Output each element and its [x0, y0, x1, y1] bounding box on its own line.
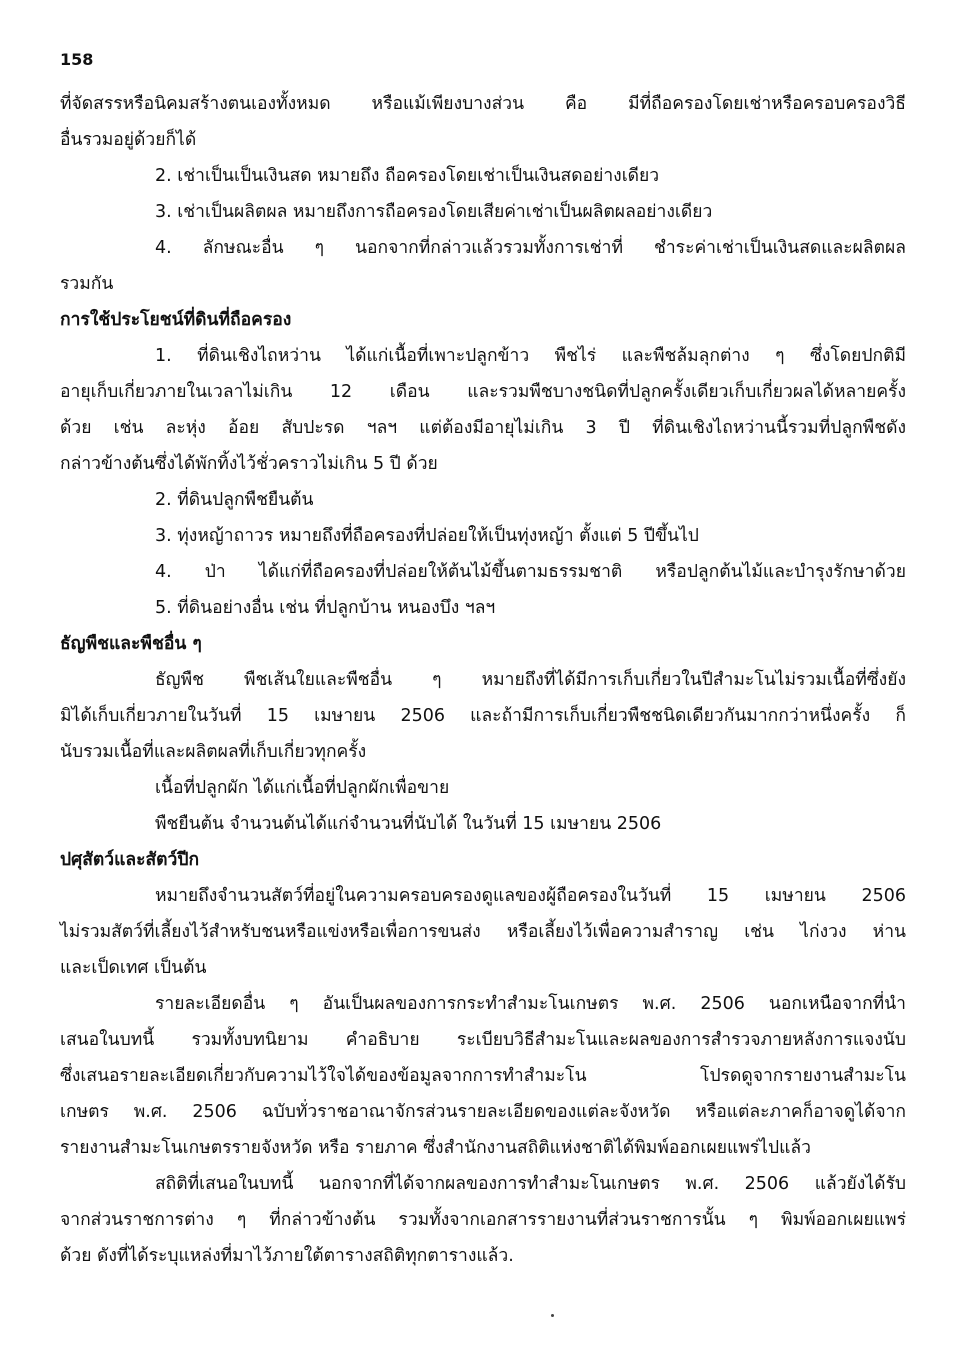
paragraph-line: พืชยืนต้น จำนวนต้นได้แก่จำนวนที่นับได้ ในวันที่ 15 เมษายน 2506: [155, 814, 662, 834]
paragraph-line: สถิติที่เสนอในบทนี้ นอกจากที่ได้จากผลของการทำสำมะโนเกษตร พ.ศ. 2506 แล้วยังได้รับ: [155, 1174, 906, 1194]
paragraph-line: ไม่รวมสัตว์ที่เลี้ยงไว้สำหรับชนหรือแข่งหรือเพื่อการขนส่ง หรือเลี้ยงไว้เพื่อความสำราญ เช่น ไก่งวง ห่าน: [60, 922, 906, 942]
paragraph-line: จากส่วนราชการต่าง ๆ ที่กล่าวข้างต้น รวมทั้งจากเอกสารรายงานที่ส่วนราชการนั้น ๆ พิมพ์ออกเผยแพร่: [60, 1210, 906, 1230]
list-item: 3. เช่าเป็นผลิตผล หมายถึงการถือครองโดยเสียค่าเช่าเป็นผลิตผลอย่างเดียว: [155, 202, 713, 222]
section-heading-livestock: ปศุสัตว์และสัตว์ปีก: [60, 850, 200, 870]
scan-speck: [551, 1314, 554, 1317]
section-heading-land-use: การใช้ประโยชน์ที่ดินที่ถือครอง: [60, 310, 292, 330]
list-item: 4. ลักษณะอื่น ๆ นอกจากที่กล่าวแล้วรวมทั้งการเช่าที่ ชำระค่าเช่าเป็นเงินสดและผลิตผล: [155, 238, 906, 258]
list-item: 3. ทุ่งหญ้าถาวร หมายถึงที่ถือครองที่ปล่อยให้เป็นทุ่งหญ้า ตั้งแต่ 5 ปีขึ้นไป: [155, 526, 699, 546]
paragraph-line: กล่าวข้างต้นซึ่งได้พักทิ้งไว้ชั่วคราวไม่เกิน 5 ปี ด้วย: [60, 454, 438, 474]
paragraph-line: เกษตร พ.ศ. 2506 ฉบับทั่วราชอาณาจักรส่วนรายละเอียดของแต่ละจังหวัด หรือแต่ละภาคก็อาจดูได้จาก: [60, 1102, 906, 1122]
paragraph-line: ด้วย เช่น ละหุ่ง อ้อย สับปะรด ฯลฯ แต่ต้องมีอายุไม่เกิน 3 ปี ที่ดินเชิงไถหว่านนี้รวมที่ปลูกพืชดัง: [60, 418, 906, 438]
page-number: 158: [60, 50, 94, 69]
paragraph-line: ซึ่งเสนอรายละเอียดเกี่ยวกับความไว้ใจได้ของข้อมูลจากการทำสำมะโน โปรดดูจากรายงานสำมะโน: [60, 1066, 906, 1086]
paragraph-line: ธัญพืช พืชเส้นใยและพืชอื่น ๆ หมายถึงที่ได้มีการเก็บเกี่ยวในปีสำมะโนไม่รวมเนื้อที่ซึ่งยัง: [155, 670, 906, 690]
paragraph-line: ด้วย ดังที่ได้ระบุแหล่งที่มาไว้ภายใต้ตารางสถิติทุกตารางแล้ว.: [60, 1246, 514, 1266]
paragraph-line: นับรวมเนื้อที่และผลิตผลที่เก็บเกี่ยวทุกครั้ง: [60, 742, 367, 762]
paragraph-line: อื่นรวมอยู่ด้วยก็ได้: [60, 130, 197, 150]
list-item: 2. เช่าเป็นเป็นเงินสด หมายถึง ถือครองโดยเช่าเป็นเงินสดอย่างเดียว: [155, 166, 660, 186]
paragraph-line: เสนอในบทนี้ รวมทั้งบทนิยาม คำอธิบาย ระเบียบวิธีสำมะโนและผลของการสำรวจภายหลังการแจงนับ: [60, 1030, 906, 1050]
paragraph-line: และเป็ดเทศ เป็นต้น: [60, 958, 207, 978]
list-item: 4. ป่า ได้แก่ที่ถือครองที่ปล่อยให้ต้นไม้ขึ้นตามธรรมชาติ หรือปลูกต้นไม้และบำรุงรักษาด้วย: [155, 562, 906, 582]
section-heading-crops: ธัญพืชและพืชอื่น ๆ: [60, 634, 202, 654]
paragraph-line: เนื้อที่ปลูกผัก ได้แก่เนื้อที่ปลูกผักเพื่อขาย: [155, 778, 450, 798]
paragraph-line: มิได้เก็บเกี่ยวภายในวันที่ 15 เมษายน 2506 และถ้ามีการเก็บเกี่ยวพืชชนิดเดียวกันมากกว่าหนึ่งครั้ง ก็: [60, 706, 906, 726]
paragraph-line: ที่จัดสรรหรือนิคมสร้างตนเองทั้งหมด หรือแม้เพียงบางส่วน คือ มีที่ถือครองโดยเช่าหรือครอบครองวิธี: [60, 94, 906, 114]
paragraph-line: รายละเอียดอื่น ๆ อันเป็นผลของการกระทำสำมะโนเกษตร พ.ศ. 2506 นอกเหนือจากที่นำ: [155, 994, 906, 1014]
list-item: 2. ที่ดินปลูกพืชยืนต้น: [155, 490, 314, 510]
list-item: 1. ที่ดินเชิงไถหว่าน ได้แก่เนื้อที่เพาะปลูกข้าว พืชไร่ และพืชล้มลุกต่าง ๆ ซึ่งโดยปกติมี: [155, 346, 906, 366]
paragraph-line: อายุเก็บเกี่ยวภายในเวลาไม่เกิน 12 เดือน และรวมพืชบางชนิดที่ปลูกครั้งเดียวเก็บเกี่ยวผลได้หลายครั้ง: [60, 382, 906, 402]
paragraph-line: หมายถึงจำนวนสัตว์ที่อยู่ในความครอบครองดูแลของผู้ถือครองในวันที่ 15 เมษายน 2506: [155, 886, 906, 906]
paragraph-line: รวมกัน: [60, 274, 114, 294]
page-content: [60, 86, 906, 1274]
paragraph-line: รายงานสำมะโนเกษตรรายจังหวัด หรือ รายภาค ซึ่งสำนักงานสถิติแห่งชาติได้พิมพ์ออกเผยแพร่ไปแล้ว: [60, 1138, 811, 1158]
list-item: 5. ที่ดินอย่างอื่น เช่น ที่ปลูกบ้าน หนองบึง ฯลฯ: [155, 598, 496, 618]
